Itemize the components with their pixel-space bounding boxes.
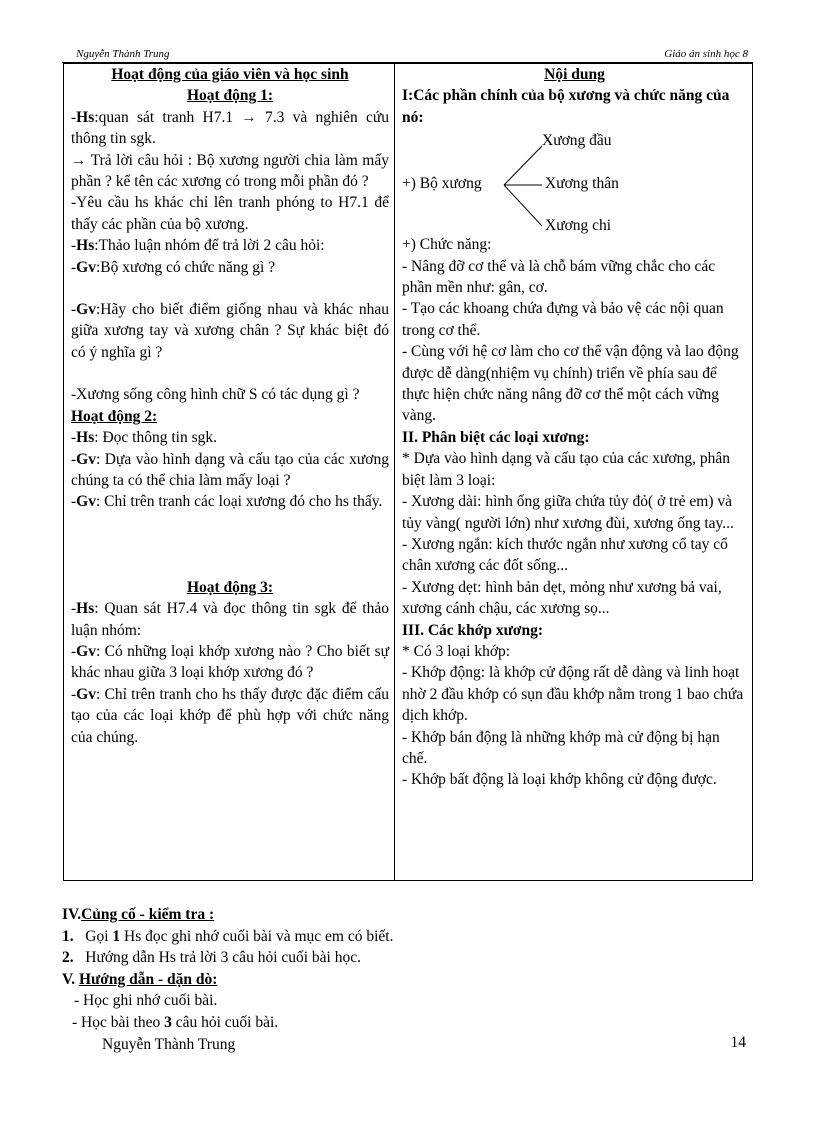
section-iv-heading: [62, 904, 214, 925]
activity-2-gv1-text: : Dựa vào hình dạng và cấu tạo của các xương chúng ta có thể chia làm mấy loại ?: [71, 450, 389, 489]
section-v-number: V.: [62, 971, 79, 988]
activity-3-gv2: -Gv: Chỉ trên tranh cho hs thấy được đặc điểm cấu tạo của các loại khớp để phù hợp với chức năng của chúng.: [71, 685, 389, 746]
col-right-title: Nội dung: [544, 66, 605, 83]
activity-2-hs: -Hs: Đọc thông tin sgk.: [71, 429, 217, 447]
activity-1-gv1: -Gv:Bộ xương có chức năng gì ?: [71, 258, 276, 276]
short-bone: - Xương ngắn: kích thước ngắn như xương cổ tay cổ chân xương các đốt sống...: [402, 535, 728, 575]
section-3-intro: * Có 3 loại khớp:: [402, 642, 511, 660]
item-count: 1: [112, 928, 121, 945]
activity-1-spine: -Xương sống công hình chữ S có tác dụng gì ?: [71, 386, 360, 404]
flat-bone: - Xương dẹt: hình bản dẹt, mỏng như xương bả vai, xương cánh chậu, các xương sọ...: [402, 578, 722, 618]
section-iv-item-2: [62, 947, 361, 968]
activity-1-question: → Trả lời câu hỏi : Bộ xương người chia làm mấy phần ? kể tên các xương có trong mỗi phần đó ?: [71, 151, 389, 191]
skeleton-diagram: [402, 128, 747, 234]
skeleton-label: +) Bộ xương: [402, 175, 482, 193]
function-2: - Tạo các khoang chứa đựng và bảo vệ các nội quan trong cơ thể.: [402, 300, 724, 339]
function-heading: +) Chức năng:: [402, 236, 492, 254]
section-1-title: I:Các phần chính của bộ xương và chức năng của nó:: [402, 87, 730, 126]
hs-label: Hs: [76, 108, 95, 126]
immovable-joint: - Khớp bất động là loại khớp không cử động được.: [402, 771, 717, 789]
item-text: câu hỏi cuối bài.: [171, 1014, 279, 1031]
section-2-title: II. Phân biệt các loại xương:: [402, 428, 590, 446]
content-column: [395, 64, 753, 881]
activity-1-gv2-text: :Hãy cho biết điểm giống nhau và khác nhau giữa xương tay và xương chân ? Sự khác biệt đó có ý nghĩa gì ?: [71, 301, 389, 361]
gv-label: Gv: [76, 642, 96, 660]
activity-3-hs: -Hs: Quan sát H7.4 và đọc thông tin sgk để thảo luận nhóm:: [71, 600, 389, 639]
item-number: 1.: [62, 928, 74, 945]
spacer: [71, 513, 389, 577]
activity-2-title: Hoạt động 2:: [71, 407, 158, 425]
activity-3-gv1: -Gv: Có những loại khớp xương nào ? Cho biết sự khác nhau giữa 3 loại khớp xương đó ?: [71, 642, 389, 682]
spacer: [71, 278, 389, 299]
section-iv-item-1: [62, 926, 393, 947]
section-v-item-1: - Học ghi nhớ cuối bài.: [74, 992, 218, 1009]
activity-2-gv1: -Gv: Dựa vào hình dạng và cấu tạo của các xương chúng ta có thể chia làm mấy loại ?: [71, 450, 389, 489]
item-text: - Học bài theo: [72, 1014, 165, 1031]
header-subject: Giáo án sinh học 8: [664, 48, 748, 60]
section-iv-number: IV.: [62, 906, 82, 923]
activity-2-gv2-text: : Chỉ trên tranh các loại xương đó cho hs thấy.: [95, 493, 383, 511]
limb-bones: Xương chi: [545, 217, 612, 235]
item-number: 2.: [62, 949, 74, 966]
activity-3-title: Hoạt động 3:: [186, 578, 274, 596]
hs-label: Hs: [76, 237, 95, 255]
activity-1-gv2: -Gv:Hãy cho biết điểm giống nhau và khác nhau giữa xương tay và xương chân ? Sự khác biệt đó có ý nghĩa gì ?: [71, 301, 389, 361]
activity-1-hs: -Hs:quan sát tranh H7.1 → 7.3 và nghiên cứu thông tin sgk.: [71, 108, 389, 148]
lesson-table: [63, 63, 753, 881]
col-left-title: Hoạt động của giáo viên và học sinh: [111, 66, 349, 83]
activity-1-request: -Yêu cầu hs khác chỉ lên tranh phóng to H7.1 để thấy các phần của bộ xương.: [71, 194, 389, 233]
section-v-item-2: [72, 1012, 278, 1033]
activity-1-hs2: -Hs:Thảo luận nhóm để trả lời 2 câu hỏi:: [71, 237, 325, 255]
activity-1-hs-text: :quan sát tranh H7.1 → 7.3 và nghiên cứu thông tin sgk.: [71, 108, 389, 148]
branch-lines: [502, 140, 550, 230]
section-2-intro: * Dựa vào hình dạng và cấu tạo của các xương, phân biệt làm 3 loại:: [402, 450, 730, 489]
gv-label: Gv: [76, 450, 96, 468]
section-iv-title: Củng cố - kiểm tra :: [81, 906, 215, 923]
long-bone: - Xương dài: hình ống giữa chứa tủy đỏ( ở trẻ em) và tủy vàng( người lớn) như xương đùi, xương ống tay...: [402, 493, 734, 532]
hs-label: Hs: [76, 429, 95, 447]
section-v-heading: [62, 969, 217, 990]
activity-1-title: Hoạt động 1:: [186, 87, 274, 105]
activity-3-gv2-text: : Chỉ trên tranh cho hs thấy được đặc điểm cấu tạo của các loại khớp để phù hợp với chức năng của chúng.: [71, 685, 389, 746]
semi-movable-joint: - Khớp bán động là những khớp mà cử động bị hạn chế.: [402, 728, 720, 767]
gv-label: Gv: [76, 685, 96, 703]
activities-column: [64, 64, 395, 881]
gv-label: Gv: [76, 301, 96, 319]
gv-label: Gv: [76, 258, 96, 276]
skull-bones: Xương đầu: [542, 132, 612, 150]
activity-2-gv2: -Gv: Chỉ trên tranh các loại xương đó cho hs thấy.: [71, 493, 383, 511]
gv-label: Gv: [76, 493, 96, 511]
activity-3-hs-text: : Quan sát H7.4 và đọc thông tin sgk để thảo luận nhóm:: [71, 600, 389, 639]
function-1: - Nâng đỡ cơ thể và là chỗ bám vững chắc cho các phần mền như: gân, cơ.: [402, 257, 716, 297]
activity-1-hs2-text: :Thảo luận nhóm để trả lời 2 câu hỏi:: [94, 237, 325, 255]
item-count: 3: [164, 1014, 172, 1031]
section-v-title: Hướng dẫn - dặn dò:: [78, 971, 218, 988]
activity-3-gv1-text: : Có những loại khớp xương nào ? Cho biết sự khác nhau giữa 3 loại khớp xương đó ?: [71, 642, 389, 682]
trunk-bones: Xương thân: [545, 175, 619, 193]
page-number: 14: [730, 1034, 746, 1051]
spacer: [71, 363, 389, 384]
activity-1-gv1-text: :Bộ xương có chức năng gì ?: [95, 258, 276, 276]
movable-joint: - Khớp động: là khớp cử động rất dễ dàng và linh hoạt nhờ 2 đầu khớp có sụn đầu khớp nằm trong 1 bao chứa dịch khớp.: [402, 664, 744, 725]
activity-2-hs-text: : Đọc thông tin sgk.: [94, 429, 217, 447]
footer-author: Nguyễn Thành Trung: [102, 1036, 236, 1053]
hs-label: Hs: [76, 600, 95, 618]
section-3-title: III. Các khớp xương:: [402, 621, 544, 639]
item-text: Hướng dẫn Hs trả lời 3 câu hỏi cuối bài học.: [85, 949, 361, 966]
item-text: Hs đọc ghi nhớ cuối bài và mục em có biết.: [120, 928, 394, 945]
function-3: - Cùng với hệ cơ làm cho cơ thể vận động và lao động được dễ dàng(nhiệm vụ chính) triển về phía sau để thực hiện chức năng nâng đỡ cơ thể một cách vững vàng.: [402, 343, 739, 425]
item-text: Gọi: [85, 928, 113, 945]
header-author: Nguyễn Thành Trung: [76, 48, 170, 60]
